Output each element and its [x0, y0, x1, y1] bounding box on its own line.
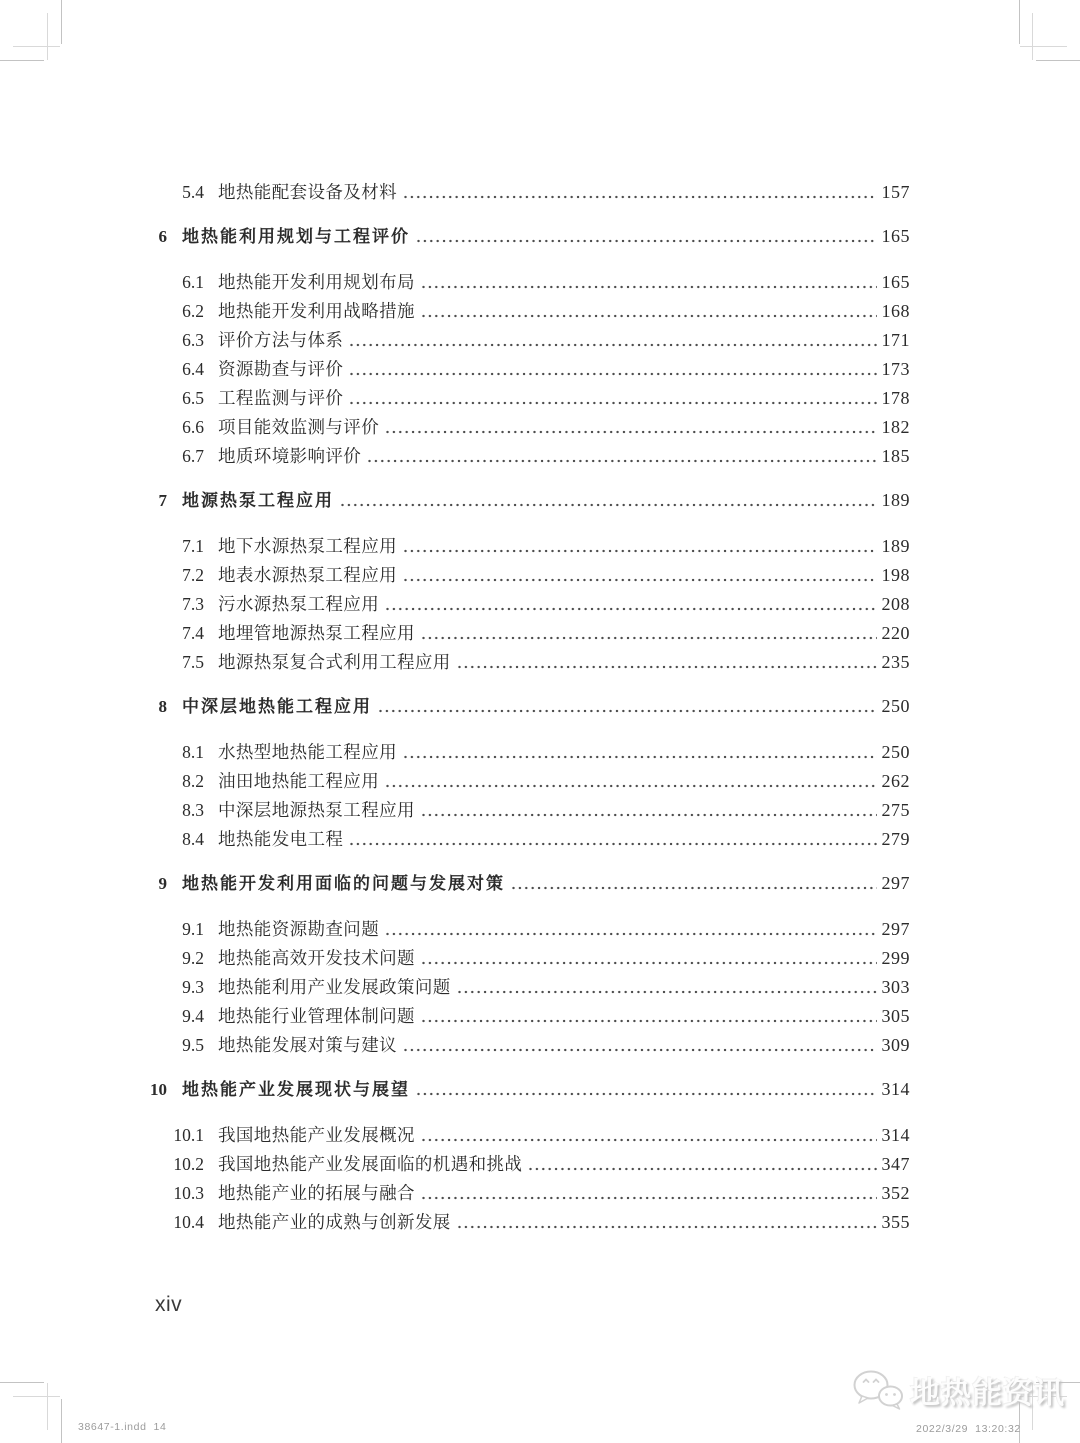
- toc-entry-title: 中深层地源热泵工程应用: [218, 800, 415, 820]
- dot-leader: [350, 842, 876, 846]
- dot-leader: [458, 665, 877, 669]
- dot-leader: [404, 195, 877, 199]
- toc-entry-number: 6.5: [182, 388, 204, 408]
- toc-entry-number: 9.2: [182, 948, 204, 968]
- toc-entry-title: 地热能利用规划与工程评价: [182, 227, 410, 246]
- toc-entry-number: 8.1: [182, 742, 204, 762]
- toc-entry-page: 182: [881, 417, 910, 437]
- toc-entry: [150, 178, 910, 207]
- dot-leader: [422, 314, 877, 318]
- wechat-bubbles-icon: [852, 1369, 904, 1411]
- dot-leader: [529, 1167, 876, 1171]
- toc-entry-number: 10.2: [173, 1154, 204, 1174]
- dot-leader: [350, 401, 876, 405]
- toc-entry-number: 10.1: [173, 1125, 204, 1145]
- toc-entry-title: 地热能高效开发技术问题: [218, 948, 415, 968]
- toc-entry: [150, 915, 910, 944]
- toc-entry-page: 352: [881, 1183, 910, 1203]
- toc-entry-number: 8: [158, 697, 167, 716]
- toc-entry-page: 173: [881, 359, 910, 379]
- dot-leader: [417, 1092, 877, 1096]
- toc-entry-page: 299: [881, 948, 910, 968]
- print-file-info: 38647-1.indd 14: [78, 1421, 167, 1433]
- toc-entry-page: 275: [881, 800, 910, 820]
- toc-entry-page: 165: [881, 226, 910, 246]
- dot-leader: [422, 1196, 877, 1200]
- crop-mark: [1036, 60, 1080, 61]
- toc-entry-title: 工程监测与评价: [218, 388, 344, 408]
- toc-entry: [150, 268, 910, 297]
- dot-leader: [404, 755, 877, 759]
- toc-entry: [150, 1150, 910, 1179]
- dot-leader: [386, 784, 876, 788]
- toc-entry: [150, 413, 910, 442]
- toc-entry: [150, 442, 910, 471]
- toc-entry-page: 355: [881, 1212, 910, 1232]
- toc-entry-number: 8.3: [182, 800, 204, 820]
- toc-entry-number: 7.4: [182, 623, 204, 643]
- toc-entry-number: 7.2: [182, 565, 204, 585]
- toc-entry-title: 地热能产业发展现状与展望: [182, 1080, 410, 1099]
- toc-entry-page: 250: [881, 696, 910, 716]
- toc-entry-title: 地热能开发利用战略措施: [218, 301, 415, 321]
- toc-entry-title: 污水源热泵工程应用: [218, 594, 380, 614]
- toc-entry-page: 303: [881, 977, 910, 997]
- toc-entry-title: 地源热泵复合式利用工程应用: [218, 652, 451, 672]
- toc-entry-title: 地热能开发利用规划布局: [218, 272, 415, 292]
- toc-entry-page: 235: [881, 652, 910, 672]
- print-timestamp: 2022/3/29 13:20:32: [916, 1423, 1021, 1435]
- toc-entry-title: 地表水源热泵工程应用: [218, 565, 397, 585]
- dot-leader: [422, 1138, 877, 1142]
- dot-leader: [379, 709, 877, 713]
- crop-mark: [61, 1399, 62, 1443]
- toc-entry: [150, 973, 910, 1002]
- toc-entry-title: 资源勘查与评价: [218, 359, 344, 379]
- toc-entry-title: 地热能配套设备及材料: [218, 182, 397, 202]
- toc-entry-page: 309: [881, 1035, 910, 1055]
- toc-entry-number: 9: [158, 874, 167, 893]
- dot-leader: [422, 813, 877, 817]
- toc-entry-page: 189: [881, 490, 910, 510]
- toc-entry: [150, 796, 910, 825]
- toc-entry: [150, 648, 910, 677]
- toc-entry: [150, 1208, 910, 1237]
- toc-entry-page: 297: [881, 873, 910, 893]
- dot-leader: [404, 578, 877, 582]
- toc-entry: [150, 561, 910, 590]
- dot-leader: [350, 372, 876, 376]
- dot-leader: [341, 503, 877, 507]
- toc-entry-page: 185: [881, 446, 910, 466]
- toc-entry-title: 地埋管地源热泵工程应用: [218, 623, 415, 643]
- toc-entry-number: 9.5: [182, 1035, 204, 1055]
- toc-entry-page: 171: [881, 330, 910, 350]
- toc-entry-title: 项目能效监测与评价: [218, 417, 380, 437]
- toc-entry-number: 7.5: [182, 652, 204, 672]
- dot-leader: [417, 239, 877, 243]
- page-number: xiv: [155, 1293, 183, 1316]
- crop-mark: [1032, 13, 1033, 60]
- toc-entry-number: 7.3: [182, 594, 204, 614]
- toc-entry-number: 8.4: [182, 829, 204, 849]
- toc-entry-number: 9.4: [182, 1006, 204, 1026]
- toc-entry: [150, 944, 910, 973]
- toc-entry: [150, 1002, 910, 1031]
- toc-entry-page: 347: [881, 1154, 910, 1174]
- toc-entry-page: 297: [881, 919, 910, 939]
- toc-entry-page: 314: [881, 1125, 910, 1145]
- toc-entry-page: 198: [881, 565, 910, 585]
- dot-leader: [404, 549, 877, 553]
- crop-mark: [47, 1383, 48, 1430]
- toc-entry-page: 220: [881, 623, 910, 643]
- toc-entry-title: 地热能发电工程: [218, 829, 344, 849]
- toc-entry-page: 314: [881, 1079, 910, 1099]
- toc-entry: [150, 590, 910, 619]
- toc-entry-number: 9.3: [182, 977, 204, 997]
- toc-entry-title: 地热能产业的拓展与融合: [218, 1183, 415, 1203]
- dot-leader: [422, 636, 877, 640]
- toc-entry-page: 208: [881, 594, 910, 614]
- toc-entry-number: 6.3: [182, 330, 204, 350]
- toc-entry: [150, 825, 910, 854]
- crop-mark: [1020, 46, 1067, 47]
- toc-entry-page: 250: [881, 742, 910, 762]
- dot-leader: [422, 1019, 877, 1023]
- toc-entry-page: 157: [881, 182, 910, 202]
- dot-leader: [350, 343, 876, 347]
- toc-entry-number: 8.2: [182, 771, 204, 791]
- toc-entry-title: 地源热泵工程应用: [182, 491, 334, 510]
- toc-entry: [150, 692, 910, 721]
- toc-entry-number: 6.4: [182, 359, 204, 379]
- crop-mark: [1019, 0, 1020, 44]
- dot-leader: [386, 430, 876, 434]
- dot-leader: [386, 607, 876, 611]
- toc-entry-page: 168: [881, 301, 910, 321]
- toc-entry-number: 6: [158, 227, 167, 246]
- toc-entry: [150, 738, 910, 767]
- toc-entry: [150, 486, 910, 515]
- toc-entry-page: 189: [881, 536, 910, 556]
- dot-leader: [512, 886, 877, 890]
- toc-entry-page: 165: [881, 272, 910, 292]
- toc-entry-title: 我国地热能产业发展概况: [218, 1125, 415, 1145]
- dot-leader: [422, 285, 877, 289]
- crop-mark: [0, 60, 44, 61]
- toc-entry-number: 6.6: [182, 417, 204, 437]
- toc-entry: [150, 326, 910, 355]
- dot-leader: [368, 459, 876, 463]
- toc-entry-page: 305: [881, 1006, 910, 1026]
- crop-mark: [47, 13, 48, 60]
- toc-entry-title: 地热能资源勘查问题: [218, 919, 380, 939]
- toc-entry-title: 地下水源热泵工程应用: [218, 536, 397, 556]
- watermark-logo: [852, 1368, 1065, 1412]
- toc-entry-number: 7.1: [182, 536, 204, 556]
- toc-entry-number: 6.7: [182, 446, 204, 466]
- toc-entry-number: 10.3: [173, 1183, 204, 1203]
- toc-entry: [150, 355, 910, 384]
- toc-entry-number: 7: [158, 491, 167, 510]
- toc-entry-number: 6.2: [182, 301, 204, 321]
- toc-entry-title: 评价方法与体系: [218, 330, 344, 350]
- toc-entry-page: 262: [881, 771, 910, 791]
- toc-entry: [150, 1075, 910, 1104]
- toc-entry-title: 地热能行业管理体制问题: [218, 1006, 415, 1026]
- dot-leader: [458, 990, 877, 994]
- toc-entry-number: 10.4: [173, 1212, 204, 1232]
- toc-entry-number: 9.1: [182, 919, 204, 939]
- toc-entry-title: 我国地热能产业发展面临的机遇和挑战: [218, 1154, 523, 1174]
- watermark-text: 地热能资讯: [910, 1377, 1065, 1410]
- toc-entry-page: 279: [881, 829, 910, 849]
- toc-entry-title: 地质环境影响评价: [218, 446, 362, 466]
- toc-entry: [150, 1031, 910, 1060]
- crop-mark: [13, 1396, 60, 1397]
- dot-leader: [422, 961, 877, 965]
- toc-entry-number: 10: [150, 1080, 167, 1099]
- toc-entry-title: 地热能利用产业发展政策问题: [218, 977, 451, 997]
- crop-mark: [13, 46, 60, 47]
- table-of-contents: [150, 178, 910, 1237]
- toc-entry-page: 178: [881, 388, 910, 408]
- toc-entry-title: 地热能产业的成熟与创新发展: [218, 1212, 451, 1232]
- toc-entry: [150, 297, 910, 326]
- toc-entry-title: 地热能发展对策与建议: [218, 1035, 397, 1055]
- dot-leader: [404, 1048, 877, 1052]
- toc-entry: [150, 767, 910, 796]
- toc-entry: [150, 1121, 910, 1150]
- toc-entry-number: 6.1: [182, 272, 204, 292]
- dot-leader: [386, 932, 876, 936]
- toc-entry-title: 油田地热能工程应用: [218, 771, 380, 791]
- toc-entry: [150, 869, 910, 898]
- dot-leader: [458, 1225, 877, 1229]
- toc-entry-number: 5.4: [182, 182, 204, 202]
- toc-entry-title: 中深层地热能工程应用: [182, 697, 372, 716]
- toc-entry: [150, 532, 910, 561]
- toc-entry: [150, 619, 910, 648]
- crop-mark: [0, 1382, 44, 1383]
- toc-entry-title: 水热型地热能工程应用: [218, 742, 397, 762]
- crop-mark: [61, 0, 62, 44]
- toc-entry-title: 地热能开发利用面临的问题与发展对策: [182, 874, 505, 893]
- toc-entry: [150, 1179, 910, 1208]
- toc-entry: [150, 222, 910, 251]
- toc-entry: [150, 384, 910, 413]
